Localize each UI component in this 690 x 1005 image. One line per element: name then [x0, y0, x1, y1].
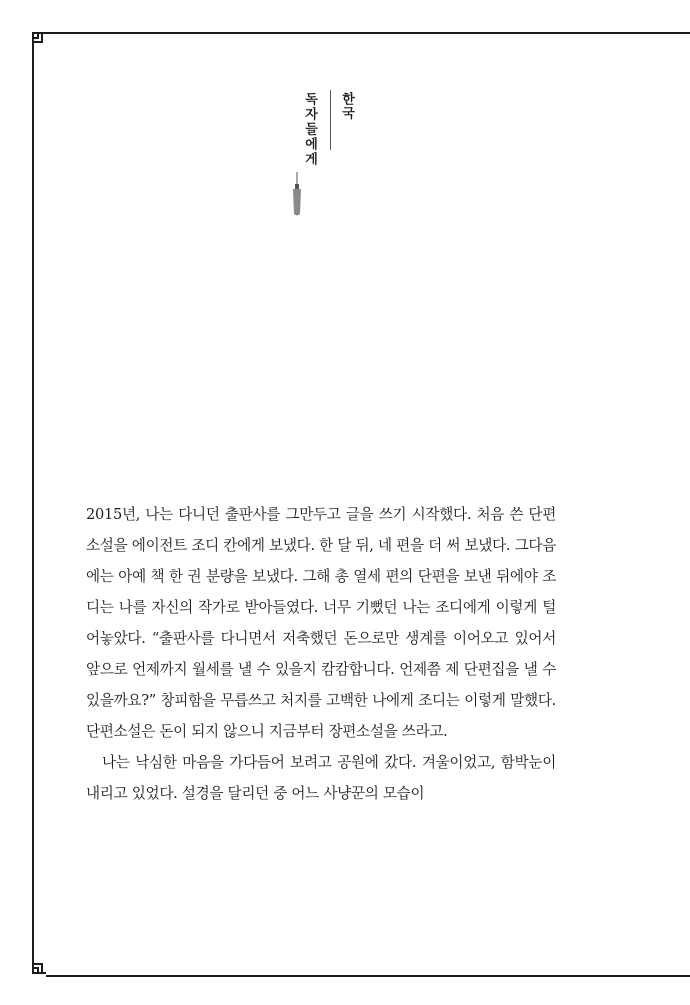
- tassel-ornament-icon: [288, 172, 306, 220]
- frame-corner-bottom-left-ornament: [29, 951, 55, 977]
- chapter-title-primary: 한국: [339, 92, 354, 120]
- frame-top-line: [46, 32, 690, 34]
- title-divider-line: [330, 90, 331, 150]
- frame-left-line: [32, 46, 34, 962]
- chapter-title-secondary: 독자들에게: [302, 92, 317, 167]
- frame-bottom-line: [46, 975, 690, 977]
- body-text-block: [86, 499, 556, 809]
- body-paragraph-1: 2015년, 나는 다니던 출판사를 그만두고 글을 쓰기 시작했다. 처음 쓴 단편소설을 에이전트 조디 칸에게 보냈다. 한 달 뒤, 네 편을 더 써 보냈다. 그다음에는 아예 책 한 권 분량을 보냈다. 그해 총 열세 편의 단편을 보낸 뒤에야 조디는 나를 자신의 작가로 받아들였다. 너무 기뻤던 나는 조디에게 이렇게 털어놓았다. “출판사를 다니면서 저축했던 돈으로만 생계를 이어오고 있어서 앞으로 언제까지 월세를 낼 수 있을지 캄캄합니다. 언제쯤 제 단편집을 낼 수 있을까요?” 창피함을 무릅쓰고 처지를 고백한 나에게 조디는 이렇게 말했다. 단편소설은 돈이 되지 않으니 지금부터 장편소설을 쓰라고.: [86, 506, 556, 740]
- body-paragraph-2: 나는 낙심한 마음을 가다듬어 보려고 공원에 갔다. 겨울이었고, 함박눈이 내리고 있었다. 설경을 달리던 중 어느 사냥꾼의 모습이: [86, 754, 556, 802]
- frame-corner-top-left-ornament: [29, 29, 55, 55]
